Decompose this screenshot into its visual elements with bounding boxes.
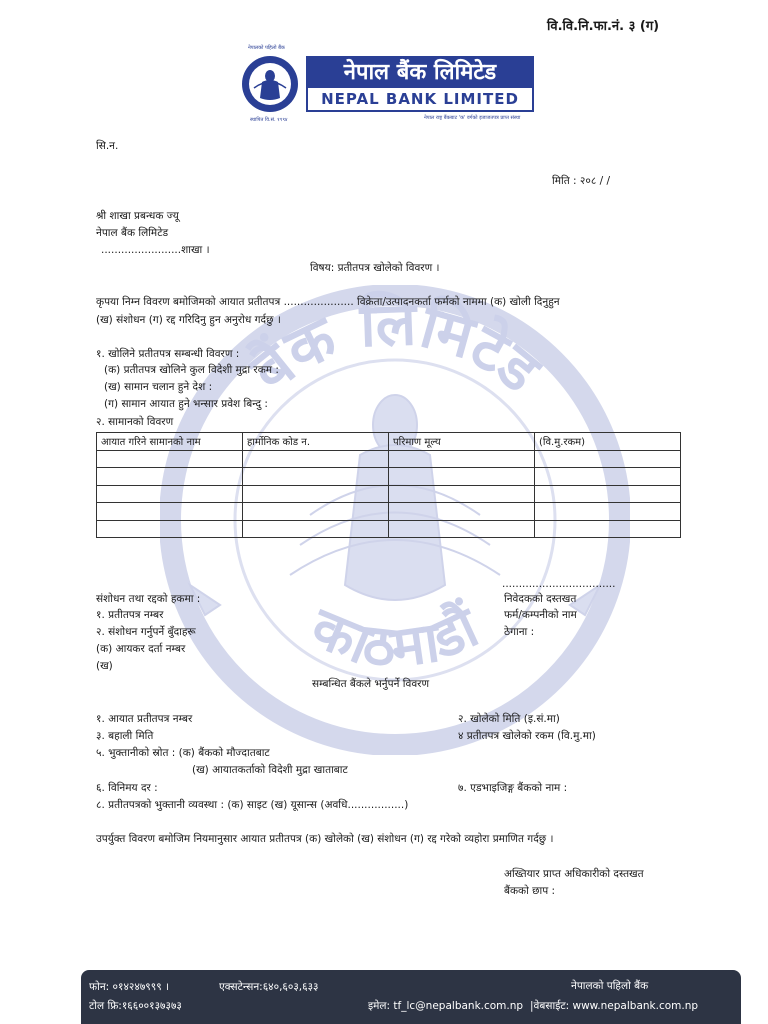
- certification-statement: उपर्युक्त विवरण बमोजिम नियमानुसार आयात प्रतीतपत्र (क) खोलेको (ख) संशोधन (ग) रद्द गरेको व्यहोरा प्रमाणित गर्दछु ।: [96, 833, 554, 845]
- amendment-kha: (ख): [96, 660, 113, 672]
- footer-email[interactable]: इमेल: tf_lc@nepalbank.com.np: [368, 1000, 524, 1012]
- applicant-firm-label: फर्म/कम्पनीको नाम: [504, 609, 577, 621]
- table-cell[interactable]: [389, 520, 535, 538]
- subject-line: विषय: प्रतीतपत्र खोलेको विवरण ।: [310, 262, 440, 274]
- table-row: [97, 503, 681, 521]
- section1-item-c: (ग) सामान आयात हुने भन्सार प्रवेश बिन्दु :: [104, 398, 268, 410]
- goods-table-header: आयात गरिने सामानको नाम: [97, 433, 243, 451]
- bank-logo: [306, 56, 534, 112]
- section1-heading: १. खोलिने प्रतीतपत्र सम्बन्धी विवरण :: [96, 348, 240, 360]
- bank-emblem-icon: [240, 52, 300, 116]
- logo-bottom-small: स्थापित वि.सं. १९९४: [250, 117, 288, 123]
- table-cell[interactable]: [243, 503, 389, 521]
- section1-item-b: (ख) सामान चलान हुने देश :: [104, 381, 213, 393]
- bank-item-1: १. आयात प्रतीतपत्र नम्बर: [96, 713, 193, 725]
- table-cell[interactable]: [97, 468, 243, 486]
- serial-number-label: सि.न.: [96, 140, 119, 152]
- footer-website[interactable]: |वेबसाईट: www.nepalbank.com.np: [530, 1000, 699, 1012]
- goods-table-header: परिमाण मूल्य: [389, 433, 535, 451]
- applicant-signature-label: निवेदकको दस्तखत: [504, 593, 577, 605]
- table-row: [97, 520, 681, 538]
- table-cell[interactable]: [535, 503, 681, 521]
- form-code: वि.वि.नि.फा.नं. ३ (ग): [547, 19, 660, 34]
- bank-item-7: ७. एडभाइजिङ्ग बैंकको नाम :: [458, 782, 568, 794]
- bank-stamp-label: बैंकको छाप :: [504, 885, 556, 897]
- bank-item-2: २. खोलेको मिति (इ.सं.मा): [458, 713, 560, 725]
- table-cell[interactable]: [97, 503, 243, 521]
- table-cell[interactable]: [535, 450, 681, 468]
- section2-heading: २. सामानको विवरण: [96, 416, 174, 428]
- bank-item-5b: (ख) आयातकर्ताको विदेशी मुद्रा खाताबाट: [192, 764, 348, 776]
- table-cell[interactable]: [97, 485, 243, 503]
- table-row: [97, 450, 681, 468]
- footer-tollfree: टोल फ्रि:१६६००१३७३७३: [89, 1000, 182, 1012]
- date-label: मिति : २०८ / /: [552, 175, 611, 187]
- bank-name-english: NEPAL BANK LIMITED: [321, 90, 519, 108]
- table-cell[interactable]: [243, 485, 389, 503]
- amendment-item-2: २. संशोधन गर्नुपर्ने बुँदाहरू: [96, 626, 196, 638]
- table-cell[interactable]: [389, 485, 535, 503]
- footer-tagline: नेपालको पहिलो बैंक: [571, 980, 649, 992]
- table-cell[interactable]: [97, 450, 243, 468]
- table-cell[interactable]: [535, 468, 681, 486]
- watermark-bottom-text: काठमाडौं: [302, 595, 488, 681]
- bank-name-nepali: नेपाल बैंक लिमिटेड: [308, 58, 532, 88]
- amendment-item-1: १. प्रतीतपत्र नम्बर: [96, 609, 164, 621]
- table-cell[interactable]: [535, 485, 681, 503]
- logo-top-small: नेपालको पहिलो बैंक: [248, 45, 285, 51]
- address-line-1: श्री शाखा प्रबन्धक ज्यू: [96, 210, 179, 222]
- table-cell[interactable]: [389, 468, 535, 486]
- table-cell[interactable]: [389, 450, 535, 468]
- table-cell[interactable]: [243, 520, 389, 538]
- amendment-pan: (क) आयकर दर्ता नम्बर: [96, 643, 186, 655]
- goods-table-header: हार्मोनिक कोड न.: [243, 433, 389, 451]
- bank-item-6: ६. विनिमय दर :: [96, 782, 158, 794]
- table-cell[interactable]: [243, 450, 389, 468]
- footer-extension: एक्सटेन्सन:६४०,६०३,६३३: [219, 981, 319, 993]
- amendment-heading: संशोधन तथा रद्दको हकमा :: [96, 593, 201, 605]
- table-cell[interactable]: [243, 468, 389, 486]
- address-line-2: नेपाल बैंक लिमिटेड: [96, 227, 169, 239]
- bank-item-8: ८. प्रतीतपत्रको भुक्तानी व्यवस्था : (क) साइट (ख) यूसान्स (अवधि.................): [96, 799, 409, 811]
- logo-right-small: नेपाल राष्ट्र बैंकबाट 'क' वर्गको इजाजतपत्र प्राप्त संस्था: [424, 115, 521, 121]
- section1-item-a: (क) प्रतीतपत्र खोलिने कुल विदेशी मुद्रा रकम :: [104, 364, 279, 376]
- authorized-signature-label: अख्तियार प्राप्त अधिकारीको दस्तखत: [504, 868, 644, 880]
- bank-item-3: ३. बहाली मिति: [96, 730, 154, 742]
- svg-text:काठमाडौं: [301, 593, 490, 681]
- request-paragraph-line-1: कृपया निम्न विवरण बमोजिमको आयात प्रतीतपत्र ..................... विक्रेता/उत्पादनकर्ता फर्मको नाममा (क) खोली दिनुहुन: [96, 296, 560, 308]
- table-cell[interactable]: [97, 520, 243, 538]
- watermark-top-text: बैंक लिमिटेड: [237, 289, 553, 407]
- bank-item-5: ५. भुक्तानीको स्रोत : (क) बैंकको मौज्दातबाट: [96, 747, 270, 759]
- table-row: [97, 485, 681, 503]
- table-row: [97, 468, 681, 486]
- applicant-address-label: ठेगाना :: [504, 626, 535, 638]
- footer: [81, 970, 741, 1024]
- footer-phone: फोन: ०१४२४७९९९ ।: [89, 981, 169, 993]
- bank-item-4: ४ प्रतीतपत्र खोलेको रकम (वि.मु.मा): [458, 730, 596, 742]
- applicant-signature-dots: ..................................: [502, 578, 616, 590]
- bank-section-heading: सम्बन्धित बैंकले भर्नुपर्ने विवरण: [312, 678, 430, 690]
- goods-table-header: (वि.मु.रकम): [535, 433, 681, 451]
- goods-table: [96, 432, 681, 538]
- address-line-3: ........................शाखा ।: [101, 244, 210, 256]
- goods-table-header-row: [97, 433, 681, 451]
- table-cell[interactable]: [535, 520, 681, 538]
- request-paragraph-line-2: (ख) संशोधन (ग) रद्द गरिदिनु हुन अनुरोध गर्दछु ।: [96, 314, 281, 326]
- table-cell[interactable]: [389, 503, 535, 521]
